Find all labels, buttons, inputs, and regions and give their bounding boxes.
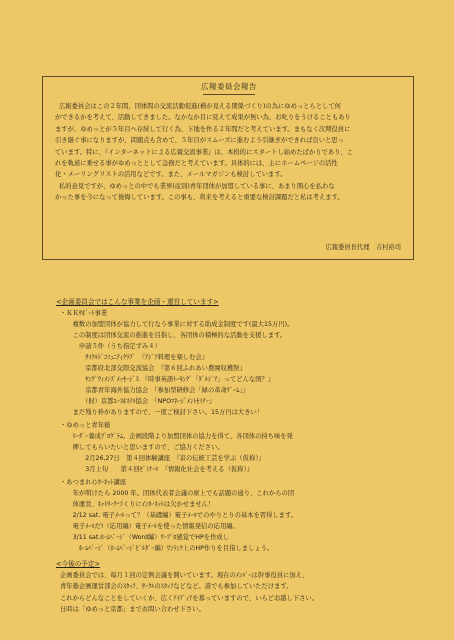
title-underline bbox=[203, 94, 255, 95]
planning-section-heading: <企画委員会ではこんな事業を企画・運営しています> bbox=[56, 298, 219, 306]
list-item: ・ＫＫｻﾎﾟｰﾄ事業 bbox=[60, 310, 108, 317]
list-item: 2月26,27日 第４回体験講座 『京の伝統工芸を学ぶ（仮称）』 bbox=[60, 455, 265, 462]
list-item: まだ残り枠がありますので、一度ご検討下さい。15万円は大きい！ bbox=[60, 409, 264, 416]
report-body: 広報委員会はこの２年間、団体間の交流活動促進(横が見える関係づくり)の為にゆめっとらとして何 ができるかを考えて、活動してきました。なかなか目に見えて成果が無い為、お叱りをうけることもあり ますが、ゆめっとが５年目へ存続して行く為、下地を作る２年間だと考えています。まもなく次期役員に 引き継ぐ事になりますが、問題点も含めて、５年目がスムーズに進むよう引継ぎができれば良いと思っ ています。特に、『インターネットによる広報交流事業』は、本格的にスタートし始めたばかりであり、こ れを軌道に乗せる事がゆめっととして急務だと考えています。具体的には、主にホームページの活性 化・メーリングリストの活用などです。また、メールマガジンも検討しています。 私的意見ですが、ゆめっとの中でも業界(産別)青年団体が加盟している事に、あまり関心を払わな かった事を今になって後悔しています。この事も、将来を考えると重要な検討課題だと私は考えます。 bbox=[55, 103, 354, 202]
list-item: 3/11 sat.ﾎｰﾑﾍﾟｰｼﾞ（Word編）ﾜｰﾌﾟﾛ感覚でHPを作成し bbox=[60, 534, 229, 541]
list-item: 申請５件（うち指定ずみ４） bbox=[60, 343, 161, 350]
list-item: ﾔﾝｸﾞｳｨﾒﾝｽﾞﾒｯｾｰｼﾞｽ 『時事英語ﾄｰｷﾝｸﾞ「ﾀﾞﾙｼﾞｱ」ってどんな国？』 bbox=[60, 376, 275, 383]
list-item: 京都青年海外協力協会 『参加型研修会「緑の革命ｹﾞｰﾑ」』 bbox=[60, 387, 249, 394]
list-item: ・あつまれｲﾝﾀｰﾈｯﾄ講座 bbox=[60, 479, 127, 486]
list-item: 電子ﾒｰﾙだ!（応用編）電子ﾒｰﾙを使った情報発信の応用編。 bbox=[60, 523, 239, 530]
schedule-section-heading: <今後の予定> bbox=[56, 560, 101, 568]
list-item: ﾘｰﾀﾞｰ養成ﾌﾟﾛｸﾞﾗﾑ。企画段階より加盟団体の協力を得て、各団体の持ち味を発 bbox=[60, 433, 293, 440]
report-title-text: 広報委員会報告 bbox=[201, 82, 257, 91]
list-item: ・ゆめっと青年塾 bbox=[60, 422, 111, 429]
list-item: （財）京都ﾕｰｽﾎｽﾃﾙ協会 『NPOﾏﾈｰｼﾞﾒﾝﾄｾﾐﾅｰ』 bbox=[60, 398, 216, 405]
report-signature: 広報委員長代理 吉村裕司 bbox=[325, 244, 401, 251]
list-item: 複数の加盟団体が協力して行なう事業に対する助成金制度です(最大15万円)。 bbox=[60, 321, 294, 328]
committee-report-box bbox=[42, 76, 414, 260]
list-item: 年が明けたら 2000 年。団体代表者会議の席上でも話題の通り、これからの団 bbox=[60, 490, 295, 497]
list-item: 揮してもらいたいと思いますので、ご協力ください。 bbox=[60, 444, 224, 451]
list-item: ｻｲｸﾙﾄﾞｺﾐｭﾆﾃｨｸﾗﾌﾞ 『ｱｼﾞｱ料理を楽しむ会』 bbox=[60, 354, 208, 361]
list-item: 京都府北部交際交流協会 『第６回ふれあい農園収穫祭』 bbox=[60, 365, 246, 372]
list-item: この制度は団体交流の推進を目指し、各団体の積極的な活動を支援します。 bbox=[60, 332, 287, 339]
schedule-section-body: 企画委員会では、毎月１回の定例会議を開いています。現在のﾒﾝﾊﾞｰは幹事役員に加え、 青年塾企画運営部会のｽﾀｯﾌ、ｻｰｸﾙのｽﾀｯﾌなどなど。誰でも参加していただけます。 これからどんなことをしていくか、広くｱｲﾃﾞｨｱを募っていますので、いらどお越し下さい。 日時は「ゆめっと京都」までお問い合わせ下さい。 bbox=[60, 572, 319, 613]
list-item: 2/12 sat. 電子ﾒｰﾙって？（基礎編）電子ﾒｰﾙでのやりとりの基本を習得します。 bbox=[60, 512, 298, 519]
report-title bbox=[43, 81, 415, 92]
list-item: ﾎｰﾑﾍﾟｰｼﾞ（ﾎｰﾑﾍﾟｰｼﾞﾋﾞﾙﾀﾞｰ編）ﾜﾝﾗﾝｸ上のHP作りを目指しましょう。 bbox=[60, 545, 274, 552]
list-item: 3月上旬 第４回ｾﾞﾐﾅｰﾙ 『情報化社会を考える（仮称）』 bbox=[60, 466, 253, 473]
list-item: 体運営、ﾈｯﾄﾜｰｸづくりにｲﾝﾀｰﾈｯﾄは欠かせません！ bbox=[60, 501, 215, 508]
